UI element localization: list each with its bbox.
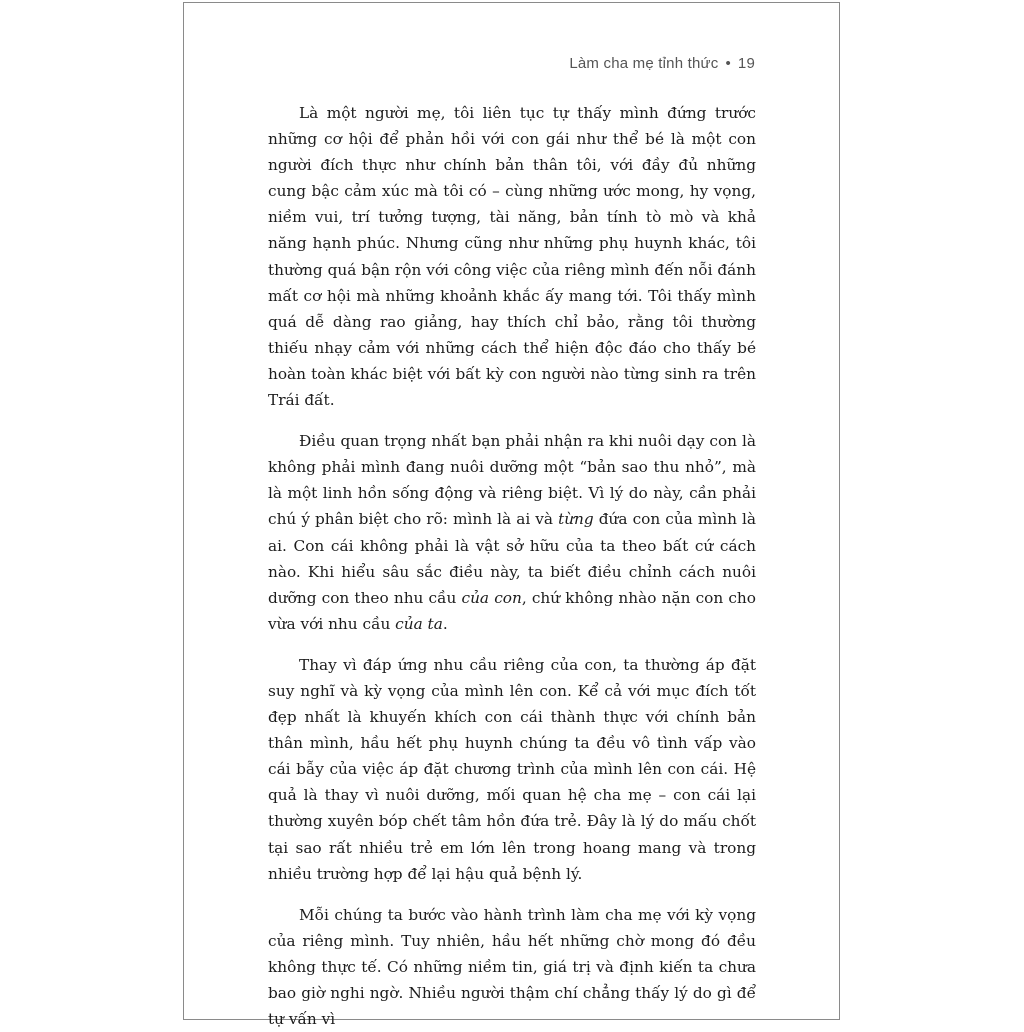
page-number: 19 xyxy=(737,55,755,72)
paragraph-text: Điều quan trọng nhất bạn phải nhận ra khi nuôi dạy con là không phải mình đang nuôi dưỡng một “bản sao thu nhỏ”, mà là một linh hồn sống động và riêng biệt. Vì lý do này, cần phải chú ý phân biệt cho rõ: mình là ai và xyxy=(268,432,756,529)
paragraph-text: , chứ không nhào nặn con cho vừa với nhu cầu xyxy=(268,588,756,633)
running-header xyxy=(569,55,755,72)
paragraph-text: Mỗi chúng ta bước vào hành trình làm cha mẹ với kỳ vọng của riêng mình. Tuy nhiên, hầu hết những chờ mong đó đều không thực tế. Có những niềm tin, giá trị và định kiến ta chưa bao giờ nghi ngờ. Nhiều người thậm chí chẳng thấy lý do gì để tự vấn vì xyxy=(268,905,756,1029)
italic-emphasis: của con xyxy=(461,588,522,607)
paragraph-3 xyxy=(268,652,756,887)
paragraph-2 xyxy=(268,428,756,637)
paragraph-text: Là một người mẹ, tôi liên tục tự thấy mình đứng trước những cơ hội để phản hồi với con gái như thể bé là một con người đích thực như chính bản thân tôi, với đầy đủ những cung bậc cảm xúc mà tôi có – cùng những ước mong, hy vọng, niềm vui, trí tưởng tượng, tài năng, bản tính tò mò và khả năng hạnh phúc. Nhưng cũng như những phụ huynh khác, tôi thường quá bận rộn với công việc của riêng mình đến nỗi đánh mất cơ hội mà những khoảnh khắc ấy mang tới. Tôi thấy mình quá dễ dàng rao giảng, hay thích chỉ bảo, rằng tôi thường thiếu nhạy cảm với những cách thể hiện độc đáo cho thấy bé hoàn toàn khác biệt với bất kỳ con người nào từng sinh ra trên Trái đất. xyxy=(268,104,756,410)
paragraph-text: Thay vì đáp ứng nhu cầu riêng của con, ta thường áp đặt suy nghĩ và kỳ vọng của mình lên con. Kể cả với mục đích tốt đẹp nhất là khuyến khích con cái thành thực với chính bản thân mình, hầu hết phụ huynh chúng ta đều vô tình vấp vào cái bẫy của việc áp đặt chương trình của mình lên con cái. Hệ quả là thay vì nuôi dưỡng, mối quan hệ cha mẹ – con cái lại thường xuyên bóp chết tâm hồn đứa trẻ. Đây là lý do mấu chốt tại sao rất nhiều trẻ em lớn lên trong hoang mang và trong nhiều trường hợp để lại hậu quả bệnh lý. xyxy=(268,655,756,883)
book-page xyxy=(183,2,840,1029)
italic-emphasis: từng xyxy=(558,510,594,529)
paragraph-4 xyxy=(268,902,756,1032)
header-separator: • xyxy=(725,55,731,72)
book-title: Làm cha mẹ tỉnh thức xyxy=(569,55,719,72)
paragraph-1 xyxy=(268,100,756,413)
italic-emphasis: của ta xyxy=(395,614,443,633)
paragraph-text: đứa con của mình là ai. Con cái không phải là vật sở hữu của ta theo bất cứ cách nào. Khi hiểu sâu sắc điều này, ta biết điều chỉnh cách nuôi dưỡng con theo nhu cầu xyxy=(268,510,756,607)
body-text xyxy=(268,100,756,1032)
paragraph-text: . xyxy=(442,614,448,633)
